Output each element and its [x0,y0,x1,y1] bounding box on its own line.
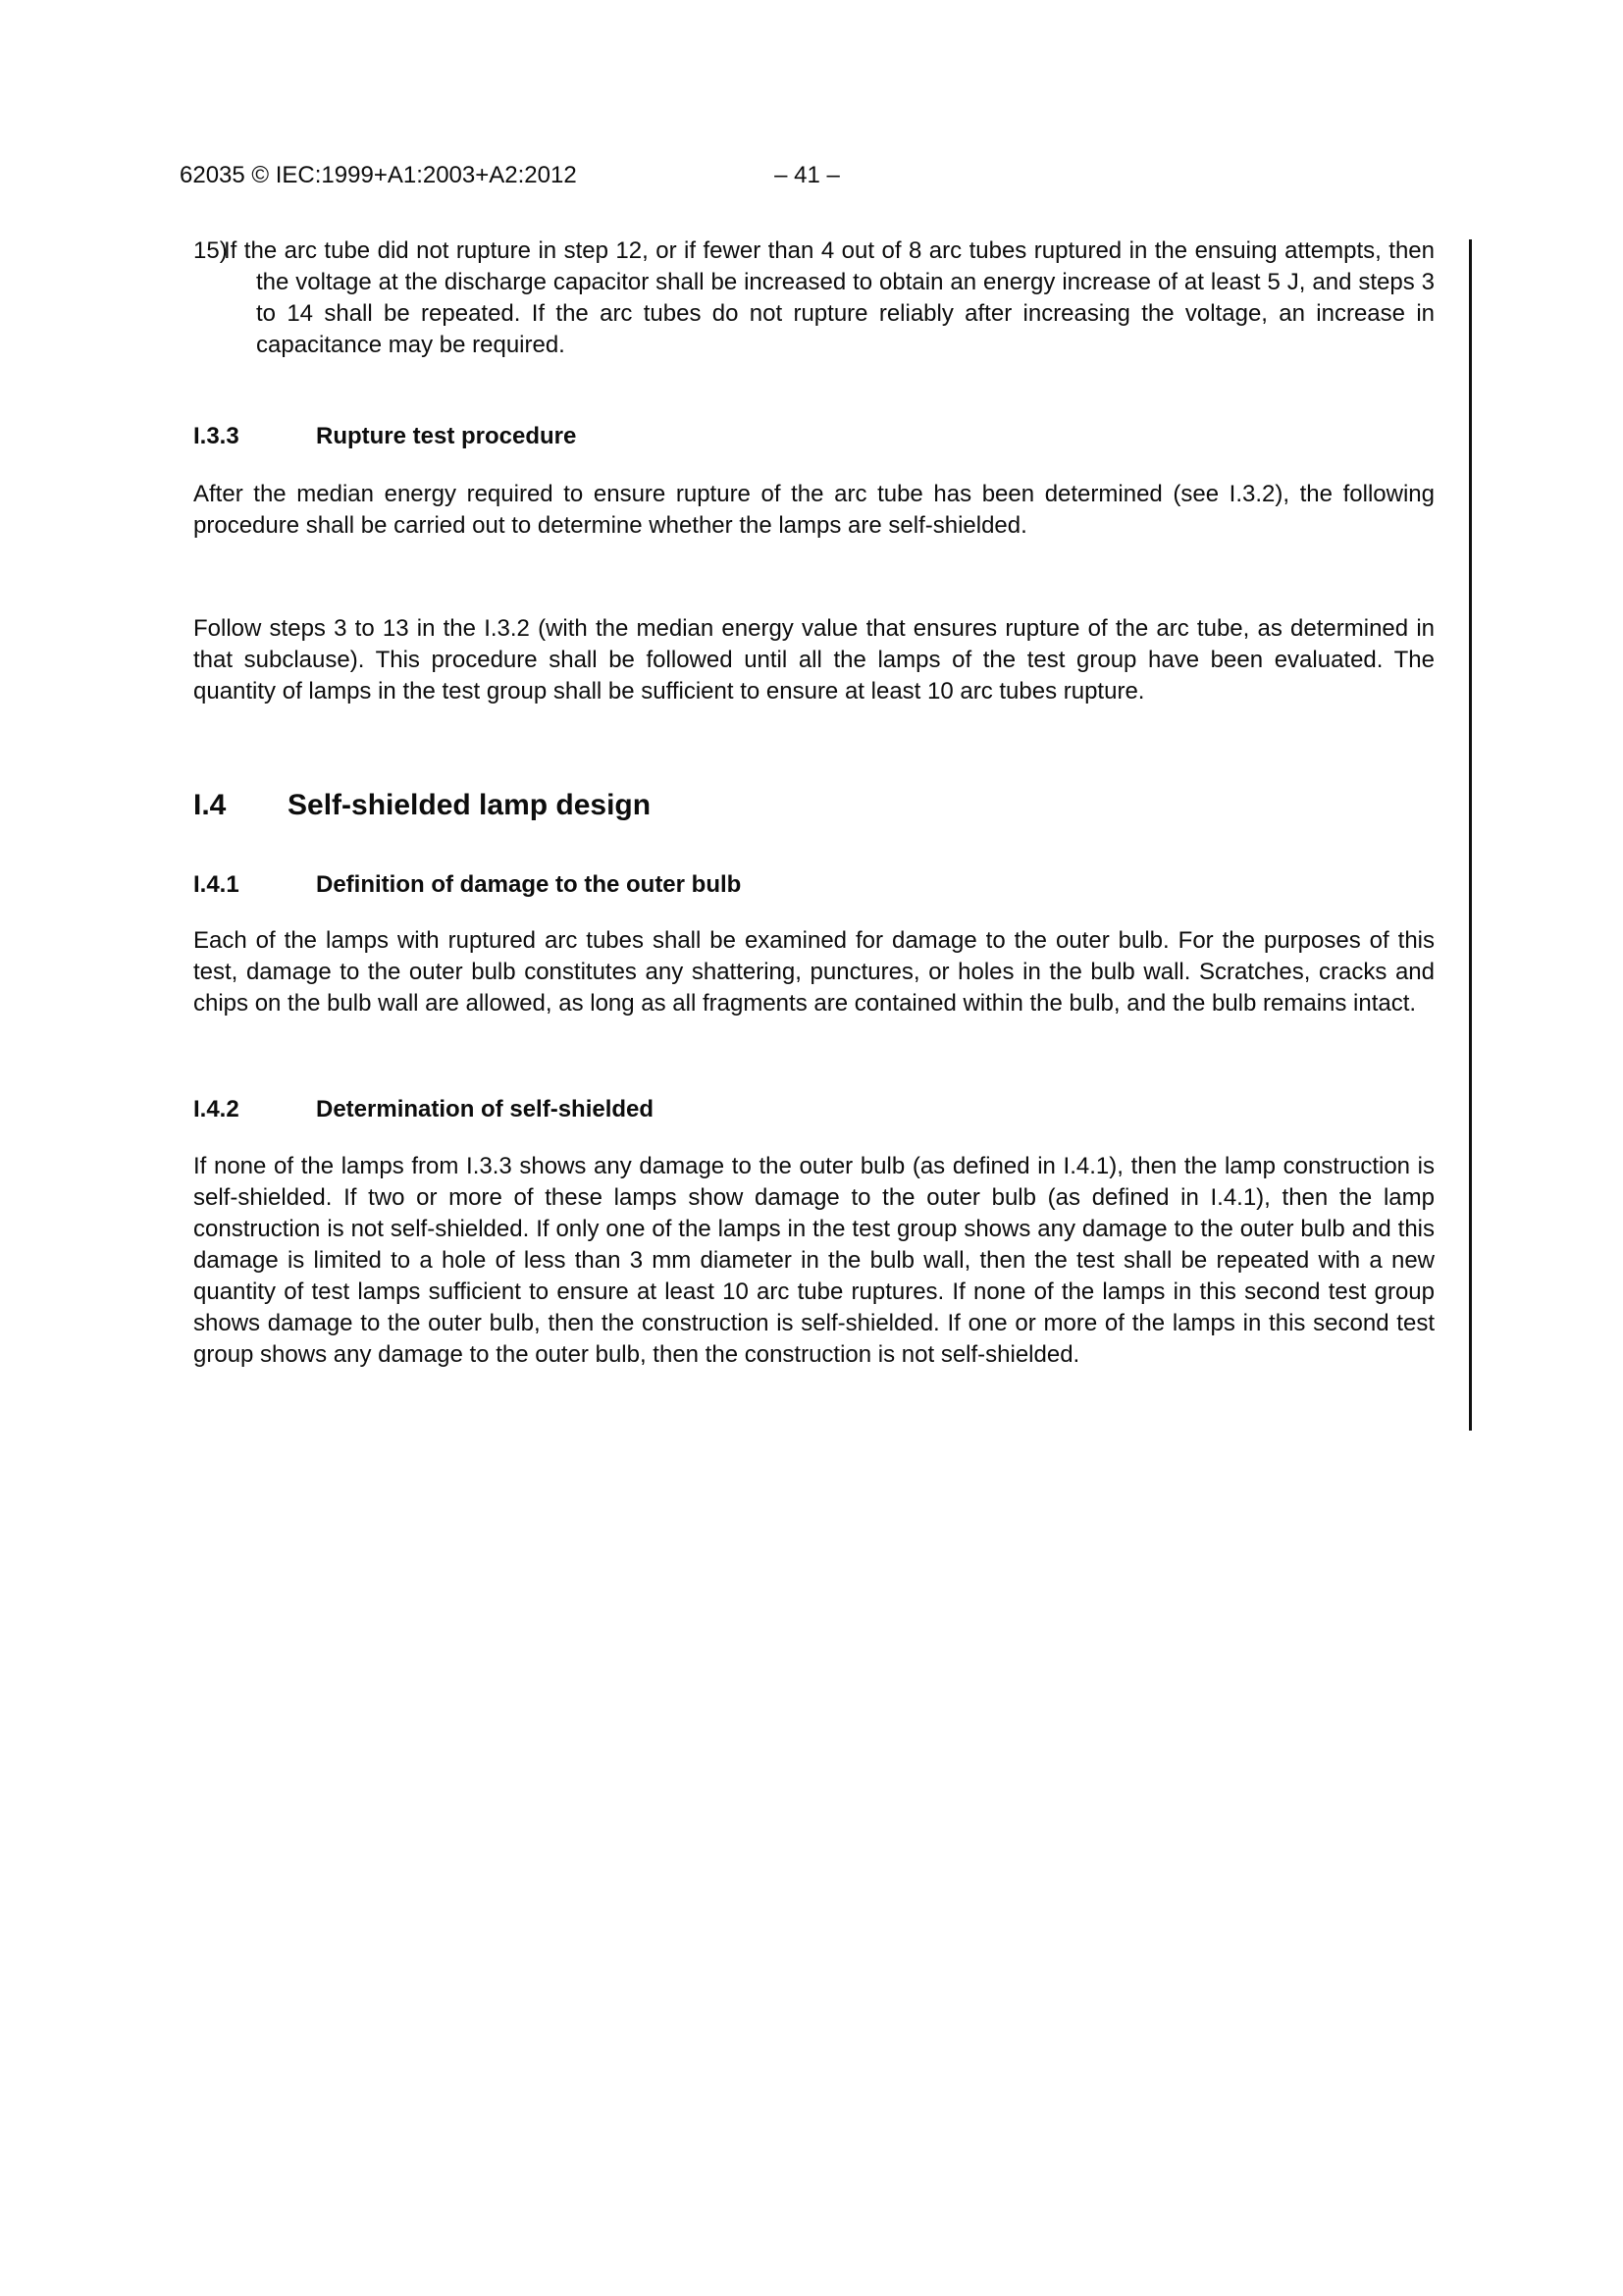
section-title-i42: Determination of self-shielded [316,1096,654,1122]
section-heading-i4 [193,787,1435,824]
section-number-i33: I.3.3 [193,423,239,449]
section-number-i4: I.4 [193,789,227,821]
section-heading-i42 [193,1094,1435,1125]
section-heading-i33 [193,421,1435,452]
section-title-i4: Self-shielded lamp design [288,789,652,821]
section-heading-i41 [193,869,1435,901]
list-item-15-number: 15) [193,237,228,264]
paragraph-each-lamps: Each of the lamps with ruptured arc tubes shall be examined for damage to the outer bulb. For the purposes of this test, damage to the outer bulb constitutes any shattering, punctures, or holes in the bulb wall. Scratches, cracks and chips on the bulb wall are allowed, as long as all fragments are contained within the bulb, and the bulb remains intact. [193,927,1435,1017]
paragraph-if-none: If none of the lamps from I.3.3 shows any damage to the outer bulb (as defined in I.4.1), then the lamp construction is self-shielded. If two or more of these lamps show damage to the outer bulb (as defined in I.4.1), then the lamp construction is not self-shielded. If only one of the lamps in the test group shows any damage to the outer bulb and this damage is limited to a hole of less than 3 mm diameter in the bulb wall, then the test shall be repeated with a new quantity of test lamps sufficient to ensure at least 10 arc tube ruptures. If none of the lamps in this second test group shows damage to the outer bulb, then the construction is self-shielded. If one or more of the lamps in this second test group shows any damage to the outer bulb, then the construction is not self-shielded. [193,1153,1435,1368]
page-number: – 41 – [774,162,840,188]
paragraph-follow-steps: Follow steps 3 to 13 in the I.3.2 (with the median energy value that ensures rupture of the arc tube, as determined in that subclause). This procedure shall be followed until all the lamps of the test group have been evaluated. The quantity of lamps in the test group shall be sufficient to ensure at least 10 arc tubes rupture. [193,615,1435,704]
section-number-i41: I.4.1 [193,871,239,898]
list-item-15-text: If the arc tube did not rupture in step 12, or if fewer than 4 out of 8 arc tubes ruptured in the ensuing attempts, then the voltage at the discharge capacitor shall be increased to obtain an energy increase of at least 5 J, and steps 3 to 14 shall be repeated. If the arc tubes do not rupture reliably after increasing the voltage, an increase in capacitance may be required. [224,237,1435,358]
section-title-i33: Rupture test procedure [316,423,577,449]
change-bar [1469,239,1472,1431]
section-title-i41: Definition of damage to the outer bulb [316,871,742,898]
page-header [180,160,1435,191]
list-item-15 [193,235,1435,361]
document-reference: 62035 © IEC:1999+A1:2003+A2:2012 [180,162,577,188]
paragraph-after-median: After the median energy required to ensure rupture of the arc tube has been determined (see I.3.2), the following procedure shall be carried out to determine whether the lamps are self-shielded. [193,481,1435,539]
section-number-i42: I.4.2 [193,1096,239,1122]
